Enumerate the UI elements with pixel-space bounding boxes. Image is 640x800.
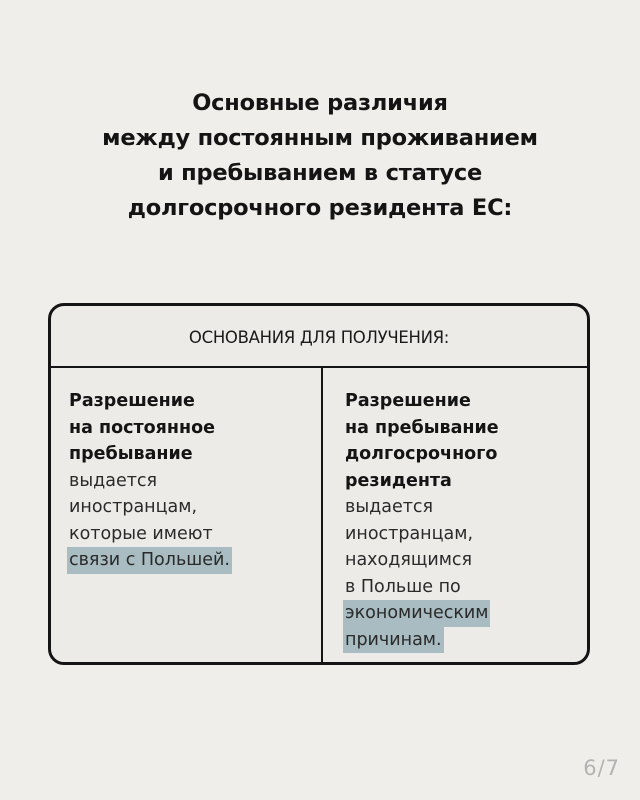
comparison-card [48,303,590,665]
permit-title-line: резидента [345,470,452,491]
page-indicator: 6/7 [583,756,620,780]
description-line: иностранцам, [345,523,474,544]
permit-title-line: долгосрочного [345,444,498,464]
comparison-columns [51,368,587,662]
highlighted-text: причинам. [343,627,444,654]
permit-title-line: на постоянное [69,417,215,438]
description-line: находящимся [345,550,473,570]
highlighted-text: связи с Польшей. [67,547,232,574]
description-line: выдается [69,470,158,491]
description-line: в Польше по [345,576,461,597]
highlighted-text: экономическим [343,600,490,627]
description-line: которые имеют [69,523,213,544]
permit-title-line: Разрешение [345,391,471,411]
page-title [0,86,640,226]
permit-title-line: пребывание [69,444,193,464]
long-term-resident-column [323,368,587,662]
title-line: Основные различия [192,90,448,116]
title-line: и пребыванием в статусе [157,160,483,186]
permit-title-line: Разрешение [69,391,195,411]
permit-title-line: на пребывание [345,417,499,438]
card-header-label: ОСНОВАНИЯ ДЛЯ ПОЛУЧЕНИЯ: [188,327,450,347]
title-line: между постоянным проживанием [102,125,538,151]
title-line: долгосрочного резидента ЕС: [127,195,513,221]
description-line: выдается [345,497,434,517]
permanent-residence-column [51,368,323,662]
card-header [51,306,587,368]
description-line: иностранцам, [69,497,198,517]
